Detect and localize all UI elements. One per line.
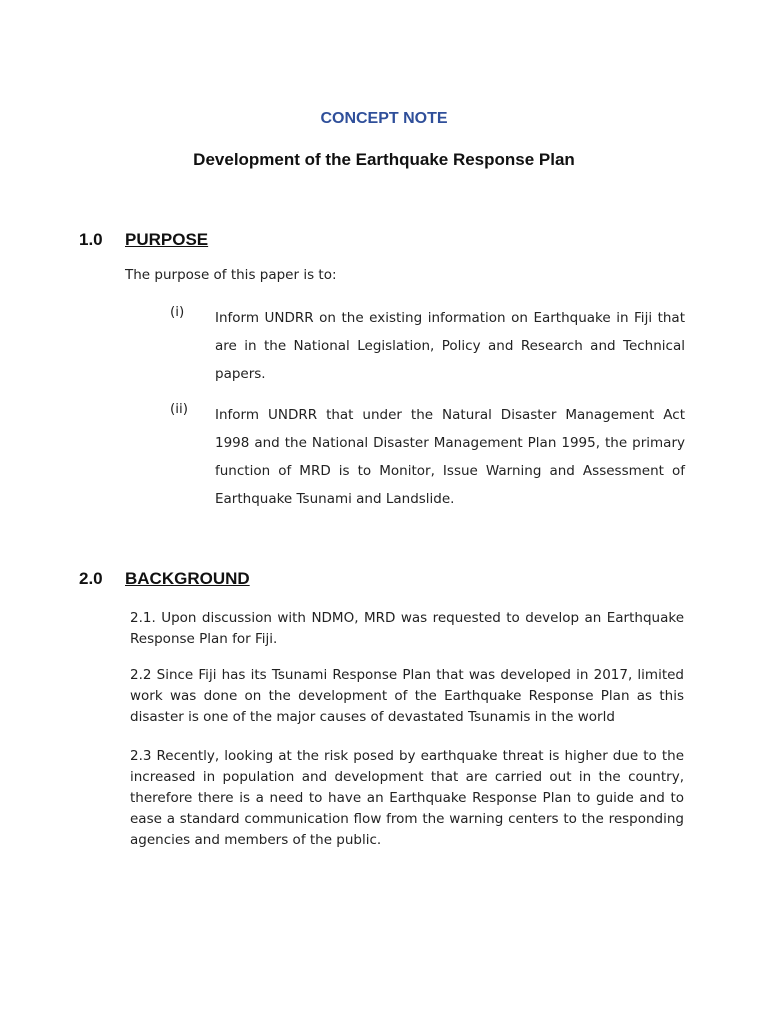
section-number: 2.0 [79,569,103,588]
section-title: BACKGROUND [125,569,250,588]
section-title: PURPOSE [125,230,209,249]
list-marker: (i) [170,304,185,320]
document-title: Development of the Earthquake Response Plan [193,150,575,169]
background-paragraph: 2.2 Since Fiji has its Tsunami Response Plan that was developed in 2017, limited work was done on the development of the Earthquake Response Plan as this disaster is one of the major causes of devastated Tsunamis in the world [130,667,684,725]
list-item-text: Inform UNDRR on the existing information on Earthquake in Fiji that are in the National Legislation, Policy and Research and Technical papers. [215,310,685,382]
concept-note-label: CONCEPT NOTE [320,110,448,127]
section-number: 1.0 [79,230,103,249]
section-purpose-heading [79,230,208,250]
list-marker: (ii) [170,401,189,417]
background-paragraph: 2.3 Recently, looking at the risk posed by earthquake threat is higher due to the increased in population and development that are carried out in the country, therefore there is a need to have an Earthquake Response Plan to guide and to ease a standard communication flow from the warning centers to the responding agencies and members of the public. [130,748,684,848]
purpose-intro: The purpose of this paper is to: [125,267,337,283]
list-item-text: Inform UNDRR that under the Natural Disaster Management Act 1998 and the National Disaster Management Plan 1995, the primary function of MRD is to Monitor, Issue Warning and Assessment of Earthquake Tsunami and Landslide. [215,407,685,507]
background-paragraph: 2.1. Upon discussion with NDMO, MRD was requested to develop an Earthquake Response Plan for Fiji. [130,610,684,647]
section-background-heading [79,569,250,589]
